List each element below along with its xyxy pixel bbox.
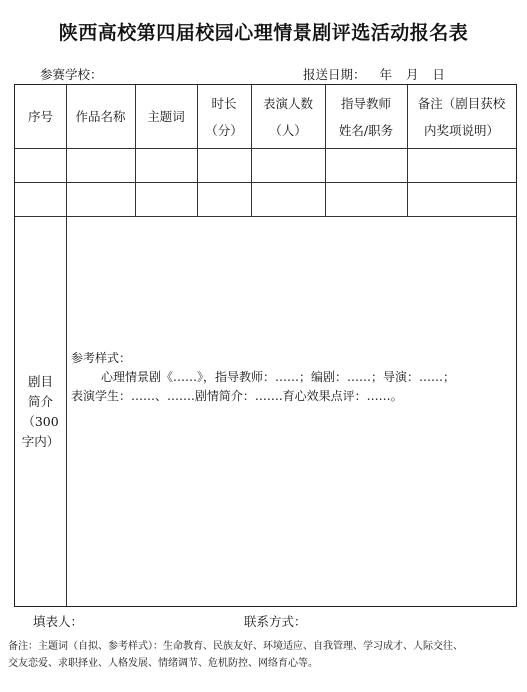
school-label: 参赛学校：: [40, 67, 103, 82]
table-row[interactable]: [67, 183, 516, 216]
header-duration: 时长 （分）: [205, 95, 243, 138]
header-serial: 序号: [27, 109, 53, 124]
header-theme: 主题词: [147, 109, 185, 124]
contact-label: 联系方式：: [244, 614, 307, 629]
note-line: 交友恋爱、求职择业、人格发展、情绪调节、危机防控、网络育心等。: [8, 658, 318, 669]
synopsis-sample[interactable]: [71, 349, 516, 406]
sample-heading: 参考样式：: [71, 351, 132, 365]
submit-date-label: 报送日期： 年 月 日: [303, 67, 445, 82]
filler-label: 填表人：: [33, 614, 84, 629]
header-advisor: 指导教师 姓名/职务: [338, 95, 394, 138]
form-title: 陕西高校第四届校园心理情景剧评选活动报名表: [58, 22, 469, 44]
sample-line: 表演学生：……、…….剧情简介：…….育心效果点评：……。: [71, 389, 403, 403]
registration-table: [14, 84, 517, 607]
table-row[interactable]: [67, 149, 516, 182]
note-line: 备注：主题词（自拟、参考样式）：生命教育、民族友好、环境适应、自我管理、学习成才、人际交往、: [8, 641, 463, 652]
header-performers: 表演人数 （人）: [262, 95, 313, 138]
row-divider: [15, 216, 516, 217]
remarks-note: [8, 638, 523, 672]
header-work-name: 作品名称: [75, 109, 126, 124]
synopsis-label: 剧目 简介 （300 字内）: [21, 374, 60, 449]
sample-line: 心理情景剧《……》，指导教师：……；编剧：……；导演：……；: [101, 370, 456, 384]
header-remarks: 备注（剧目获校 内奖项说明）: [417, 95, 506, 138]
